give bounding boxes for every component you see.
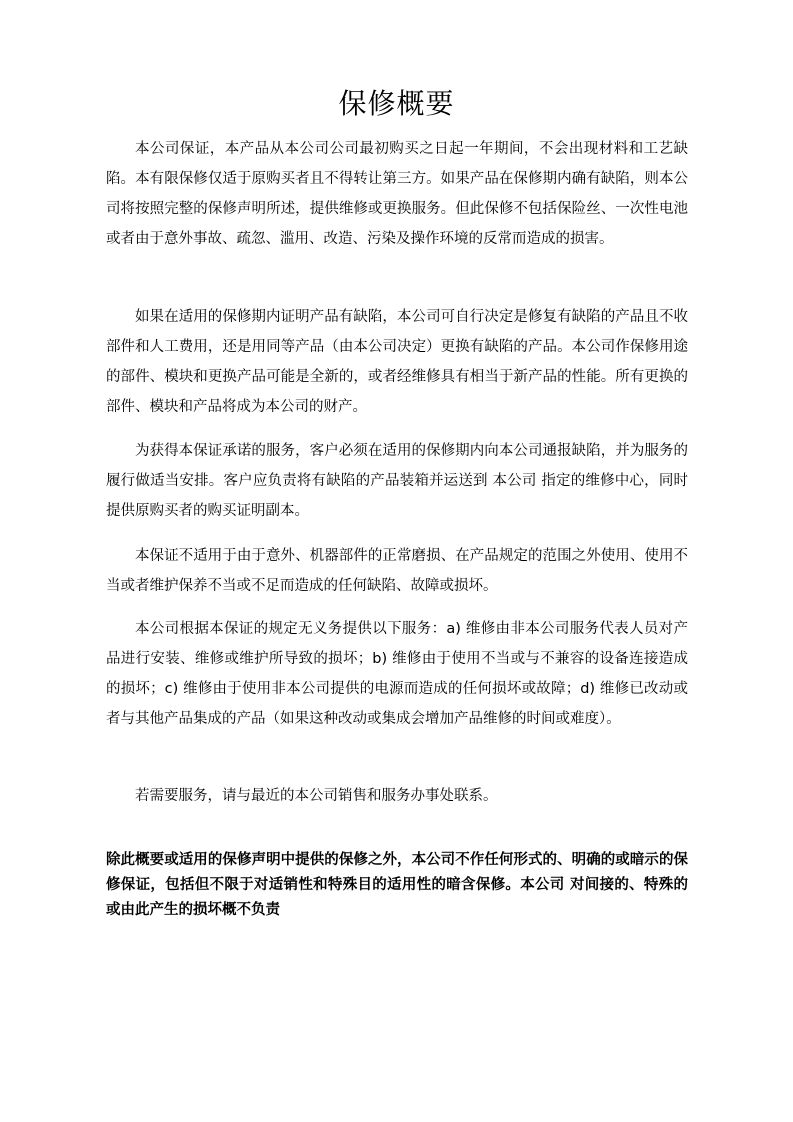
disclaimer-notice: 除此概要或适用的保修声明中提供的保修之外，本公司不作任何形式的、明确的或暗示的保修保证，包括但不限于对适销性和特殊目的适用性的暗含保修。本公司 对间接的、特殊的或由此产生的损坏概不负责 [106, 852, 688, 918]
paragraph-no-obligation-services: 本公司根据本保证的规定无义务提供以下服务：a) 维修由非本公司服务代表人员对产品进行安装、维修或维护所导致的损坏；b) 维修由于使用不当或与不兼容的设备连接造成的损坏；c) 维修由于使用非本公司提供的电源而造成的任何损坏或故障；d) 维修已改动或者与其他产品集成的产品（如果这种改动或集成会增加产品维修的时间或难度）。 [106, 621, 688, 727]
paragraph-contact-service: 若需要服务，请与最近的本公司销售和服务办事处联系。 [135, 788, 498, 804]
paragraph-service-procedure: 为获得本保证承诺的服务，客户必须在适用的保修期内向本公司通报缺陷，并为服务的履行做适当安排。客户应负责将有缺陷的产品装箱并运送到 本公司 指定的维修中心，同时提供原购买者的购买证明副本。 [106, 443, 688, 519]
paragraph-defect-remedy: 如果在适用的保修期内证明产品有缺陷，本公司可自行决定是修复有缺陷的产品且不收部件和人工费用，还是用同等产品（由本公司决定）更换有缺陷的产品。本公司作保修用途的部件、模块和更换产品可能是全新的，或者经维修具有相当于新产品的性能。所有更换的部件、模块和产品将成为本公司的财产。 [106, 309, 688, 415]
paragraph-warranty-scope: 本公司保证，本产品从本公司公司最初购买之日起一年期间，不会出现材料和工艺缺陷。本有限保修仅适于原购买者且不得转让第三方。如果产品在保修期内确有缺陷，则本公司将按照完整的保修声明所述，提供维修或更换服务。但此保修不包括保险丝、一次性电池或者由于意外事故、疏忽、滥用、改造、污染及操作环境的反常而造成的损害。 [106, 141, 688, 247]
paragraph-exclusions: 本保证不适用于由于意外、机器部件的正常磨损、在产品规定的范围之外使用、使用不当或者维护保养不当或不足而造成的任何缺陷、故障或损坏。 [106, 548, 688, 594]
page-title: 保修概要 [338, 87, 455, 120]
